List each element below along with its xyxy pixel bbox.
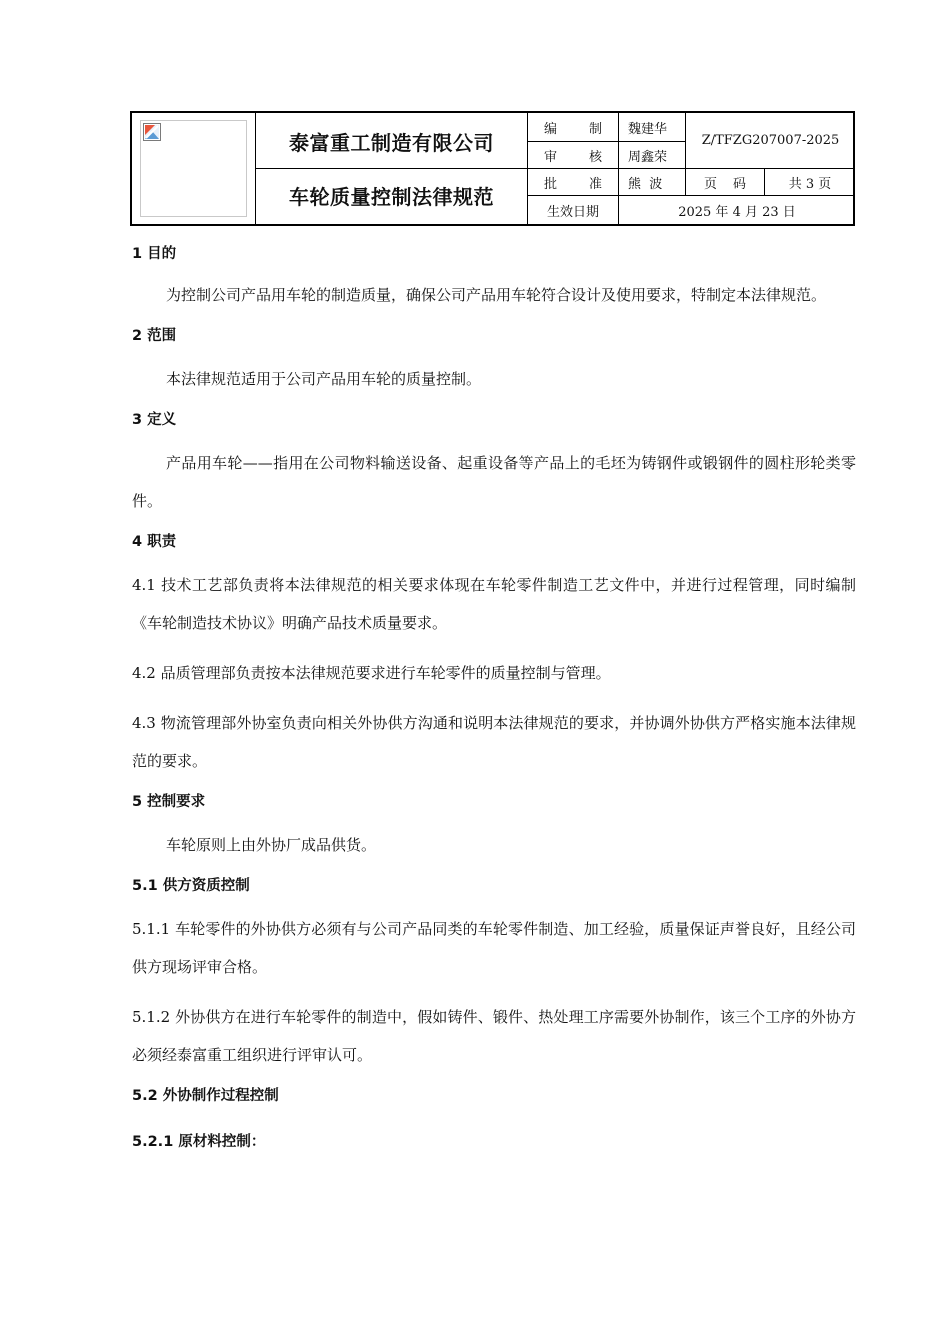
page-label: 页 码 xyxy=(686,168,765,195)
logo-cell xyxy=(132,113,256,224)
company-name: 泰富重工制造有限公司 xyxy=(289,131,494,155)
title-cell xyxy=(256,113,528,224)
responsibility-4-3: 4.3 物流管理部外协室负责向相关外协供方沟通和说明本法律规范的要求，并协调外协供方严格实施本法律规范的要求。 xyxy=(132,714,856,770)
control-requirements-paragraph: 车轮原则上由外协厂成品供货。 xyxy=(166,836,377,854)
prepared-label: 编 制 xyxy=(528,113,619,141)
approved-label: 批 准 xyxy=(528,168,619,195)
section-heading-definition: 3 定义 xyxy=(132,412,177,428)
effective-date: 2025 年 4 月 23 日 xyxy=(619,195,855,224)
section-heading-responsibilities: 4 职责 xyxy=(132,534,177,550)
reviewed-by: 周鑫荣 xyxy=(619,141,686,168)
section-heading-purpose: 1 目的 xyxy=(132,246,177,262)
responsibility-4-1: 4.1 技术工艺部负责将本法律规范的相关要求体现在车轮零件制造工艺文件中，并进行过程管理，同时编制《车轮制造技术协议》明确产品技术质量要求。 xyxy=(132,576,856,632)
effective-date-label: 生效日期 xyxy=(528,195,619,224)
document-title: 车轮质量控制法律规范 xyxy=(289,185,494,209)
scope-paragraph: 本法律规范适用于公司产品用车轮的质量控制。 xyxy=(166,370,482,388)
responsibility-4-2: 4.2 品质管理部负责按本法律规范要求进行车轮零件的质量控制与管理。 xyxy=(132,664,611,682)
subsection-heading-raw-material: 5.2.1 原材料控制： xyxy=(132,1134,266,1150)
logo-frame xyxy=(140,120,247,217)
purpose-paragraph: 为控制公司产品用车轮的制造质量，确保公司产品用车轮符合设计及使用要求，特制定本法律规范。 xyxy=(166,286,827,304)
title-divider xyxy=(256,168,527,169)
prepared-by: 魏建华 xyxy=(619,113,686,141)
document-body xyxy=(132,240,856,1166)
subsection-heading-supplier-qualification: 5.1 供方资质控制 xyxy=(132,878,250,894)
approved-by: 熊 波 xyxy=(619,168,686,195)
document-header-table xyxy=(130,111,855,226)
document-code: Z/TFZG207007-2025 xyxy=(701,133,840,148)
subsection-heading-outsourcing-process: 5.2 外协制作过程控制 xyxy=(132,1088,279,1104)
reviewed-label: 审 核 xyxy=(528,141,619,168)
clause-5-1-2: 5.1.2 外协供方在进行车轮零件的制造中，假如铸件、锻件、热处理工序需要外协制作，该三个工序的外协方必须经泰富重工组织进行评审认可。 xyxy=(132,1008,856,1064)
definition-paragraph: 产品用车轮——指用在公司物料输送设备、起重设备等产品上的毛坯为铸钢件或锻钢件的圆柱形轮类零件。 xyxy=(132,454,856,510)
approval-grid xyxy=(528,113,855,224)
section-heading-scope: 2 范围 xyxy=(132,328,177,344)
clause-5-1-1: 5.1.1 车轮零件的外协供方必须有与公司产品同类的车轮零件制造、加工经验，质量保证声誉良好，且经公司供方现场评审合格。 xyxy=(132,920,856,976)
section-heading-control-requirements: 5 控制要求 xyxy=(132,794,206,810)
page-total: 共 3 页 xyxy=(765,168,855,195)
broken-image-icon xyxy=(143,123,161,141)
